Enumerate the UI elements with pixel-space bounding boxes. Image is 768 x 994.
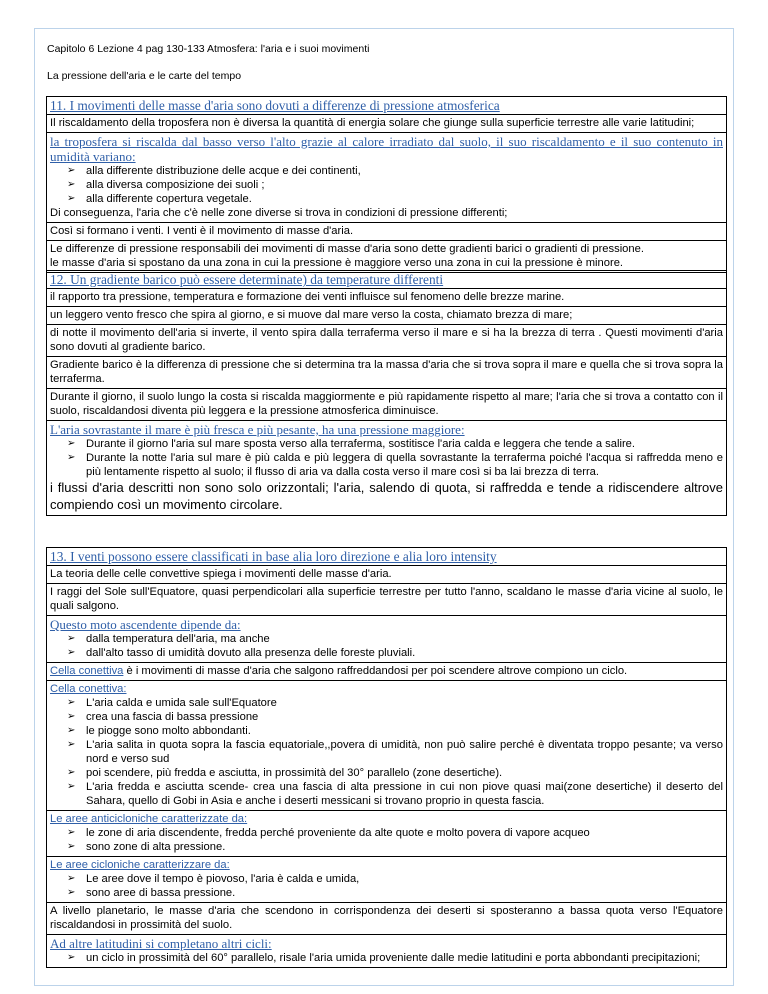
document-page bbox=[34, 28, 734, 986]
section-11-paragraph: Il riscaldamento della troposfera non è diversa la quantità di energia solare che giunge sulla superficie terrestre alle varie latitudini; bbox=[46, 115, 727, 133]
list-item: ➢ crea una fascia di bassa pressione bbox=[67, 711, 259, 723]
section-13 bbox=[46, 547, 727, 968]
section-13-block bbox=[46, 616, 727, 663]
arrow-bullet-icon: ➢ bbox=[67, 887, 76, 898]
section-13-paragraph: I raggi del Sole sull'Equatore, quasi perpendicolari alla superficie terrestre per tutto l'anno, scaldano le masse d'aria vicine al suolo, le quali salgono. bbox=[46, 584, 727, 616]
section-13-heading: Ad altre latitudini si completano altri cicli: bbox=[50, 936, 272, 951]
section-12-paragraph: di notte il movimento dell'aria si inverte, il vento spira dalla terraferma verso il mare e si ha la brezza di terra . Questi movimenti d'aria sono dovuti al gradiente barico. bbox=[46, 325, 727, 357]
arrow-bullet-icon: ➢ bbox=[67, 697, 76, 708]
arrow-bullet-icon: ➢ bbox=[67, 725, 76, 736]
section-13-heading: Le aree anticicloniche caratterizzate da: bbox=[50, 813, 248, 825]
list-item: ➢ L'aria salita in quota sopra la fascia equatoriale,,povera di umidità, non può salire perché è diventata troppo pesante; va verso nord e verso sud bbox=[67, 739, 723, 765]
arrow-bullet-icon: ➢ bbox=[67, 841, 76, 852]
arrow-bullet-icon: ➢ bbox=[67, 767, 76, 778]
section-13-block bbox=[46, 811, 727, 857]
cella-conettiva-term: Cella conettiva bbox=[50, 665, 124, 677]
arrow-bullet-icon: ➢ bbox=[67, 438, 76, 449]
list-item: ➢ Le aree dove il tempo è piovoso, l'aria è calda e umida, bbox=[67, 873, 360, 885]
arrow-bullet-icon: ➢ bbox=[67, 711, 76, 722]
section-11-bullet-list bbox=[50, 164, 723, 206]
section-13-paragraph: Cella conettiva è i movimenti di masse d'aria che salgono raffreddandosi per poi scendere altrove compiono un ciclo. bbox=[46, 663, 727, 681]
section-12-block bbox=[46, 421, 727, 516]
section-13-bullet-list bbox=[50, 696, 723, 808]
section-11-block bbox=[46, 241, 727, 273]
section-11 bbox=[46, 96, 727, 273]
list-item: ➢ dall'alto tasso di umidità dovuto alla presenza delle foreste pluviali. bbox=[67, 647, 416, 659]
list-item: ➢ un ciclo in prossimità del 60° parallelo, risale l'aria umida proveniente dalle medie latitudini e porta abbondanti precipitazioni; bbox=[67, 952, 701, 964]
section-11-block bbox=[46, 133, 727, 223]
section-12-paragraph: Durante il giorno, il suolo lungo la costa si riscalda maggiormente e più rapidamente rispetto al mare; l'aria che si trova a contatto con il suolo, riscaldandosi diventa più leggera e la pressione atmosferica diminuisce. bbox=[46, 389, 727, 421]
arrow-bullet-icon: ➢ bbox=[67, 827, 76, 838]
section-13-heading: Questo moto ascendente dipende da: bbox=[50, 617, 241, 632]
section-11-paragraph: le masse d'aria si spostano da una zona in cui la pressione è maggiore verso una zona in cui la pressione è minore. bbox=[50, 257, 624, 269]
section-13-bullet-list bbox=[50, 826, 723, 854]
section-13-heading: Le aree cicloniche caratterizzare da: bbox=[50, 859, 230, 871]
list-item: ➢ sono zone di alta pressione. bbox=[67, 841, 226, 853]
section-12-heading: L'aria sovrastante il mare è più fresca e più pesante, ha una pressione maggiore: bbox=[50, 422, 465, 437]
section-13-block bbox=[46, 857, 727, 903]
section-13-bullet-list bbox=[50, 951, 723, 965]
section-12 bbox=[46, 270, 727, 516]
arrow-bullet-icon: ➢ bbox=[67, 179, 76, 190]
list-item: ➢ le piogge sono molto abbondanti. bbox=[67, 725, 251, 737]
section-13-bullet-list bbox=[50, 872, 723, 900]
section-11-title: 11. I movimenti delle masse d'aria sono dovuti a differenze di pressione atmosferica bbox=[46, 96, 727, 115]
list-item: ➢ alla differente copertura vegetale. bbox=[67, 193, 252, 205]
list-item: ➢ alla diversa composizione dei suoli ; bbox=[67, 179, 265, 191]
section-11-heading: la troposfera si riscalda dal basso verso l'alto grazie al calore irradiato dal suolo, il suo riscaldamento e il suo contenuto in umidità variano: bbox=[50, 134, 723, 164]
arrow-bullet-icon: ➢ bbox=[67, 165, 76, 176]
section-12-paragraph: un leggero vento fresco che spira al giorno, e si muove dal mare verso la costa, chiamato brezza di mare; bbox=[46, 307, 727, 325]
arrow-bullet-icon: ➢ bbox=[67, 739, 76, 750]
section-13-bullet-list bbox=[50, 632, 723, 660]
section-13-block bbox=[46, 935, 727, 968]
arrow-bullet-icon: ➢ bbox=[67, 193, 76, 204]
list-item: ➢ le zone di aria discendente, fredda perché proveniente da alte quote e molto povera di vapore acqueo bbox=[67, 827, 590, 839]
arrow-bullet-icon: ➢ bbox=[67, 452, 76, 463]
section-12-paragraph: il rapporto tra pressione, temperatura e formazione dei venti influisce sul fenomeno delle brezze marine. bbox=[46, 289, 727, 307]
arrow-bullet-icon: ➢ bbox=[67, 781, 76, 792]
section-12-title: 12. Un gradiente barico può essere determinate) da temperature differenti bbox=[46, 270, 727, 289]
list-item: ➢ alla differente distribuzione delle acque e dei continenti, bbox=[67, 165, 361, 177]
section-12-bullet-list bbox=[50, 437, 723, 479]
list-item: ➢ sono aree di bassa pressione. bbox=[67, 887, 236, 899]
arrow-bullet-icon: ➢ bbox=[67, 952, 76, 963]
chapter-header: Capitolo 6 Lezione 4 pag 130-133 Atmosfera: l'aria e i suoi movimenti bbox=[47, 43, 370, 55]
list-item: ➢ Durante il giorno l'aria sul mare sposta verso alla terraferma, sostitisce l'aria calda e leggera che tende a salire. bbox=[67, 438, 635, 450]
section-13-paragraph: A livello planetario, le masse d'aria che scendono in corrispondenza dei deserti si sposteranno a bassa quota verso l'Equatore riscaldandosi in prossimità del suolo. bbox=[46, 903, 727, 935]
list-item: ➢ Durante la notte l'aria sul mare è più calda e più leggera di quella sovrastante la terraferma poiché l'acqua si raffredda meno e più lentamente rispetto al suolo; il flusso di aria va dalla costa verso il mare così si ba lai brezza di terra. bbox=[67, 452, 723, 478]
section-13-block bbox=[46, 681, 727, 811]
section-11-paragraph: Di conseguenza, l'aria che c'è nelle zone diverse si trova in condizioni di pressione differenti; bbox=[50, 207, 508, 219]
lesson-subheader: La pressione dell'aria e le carte del tempo bbox=[47, 70, 242, 82]
list-item: ➢ poi scendere, più fredda e asciutta, in prossimità del 30° parallelo (zone desertiche). bbox=[67, 767, 503, 779]
section-11-paragraph: Così si formano i venti. I venti è il movimento di masse d'aria. bbox=[46, 223, 727, 241]
section-13-heading: Cella conettiva: bbox=[50, 683, 127, 695]
section-12-conclusion: i flussi d'aria descritti non sono solo orizzontali; l'aria, salendo di quota, si raffredda e tende a ridiscendere altrove compiendo così un movimento circolare. bbox=[50, 480, 723, 512]
arrow-bullet-icon: ➢ bbox=[67, 633, 76, 644]
section-13-title: 13. I venti possono essere classificati in base alia loro direzione e alia loro intensity bbox=[46, 547, 727, 566]
arrow-bullet-icon: ➢ bbox=[67, 873, 76, 884]
list-item: ➢ dalla temperatura dell'aria, ma anche bbox=[67, 633, 270, 645]
list-item: ➢ L'aria fredda e asciutta scende- crea una fascia di alta pressione in cui non piove quasi mai(zone desertiche) il deserto del Sahara, quello di Gobi in Asia e anche i deserti messicani si trovano proprio in questa fascia. bbox=[67, 781, 723, 807]
section-11-paragraph: Le differenze di pressione responsabili dei movimenti di masse d'aria sono dette gradienti barici o gradienti di pressione. bbox=[50, 243, 644, 255]
section-13-paragraph: La teoria delle celle convettive spiega i movimenti delle masse d'aria. bbox=[46, 566, 727, 584]
list-item: ➢ L'aria calda e umida sale sull'Equatore bbox=[67, 697, 277, 709]
section-12-paragraph: Gradiente barico è la differenza di pressione che si determina tra la massa d'aria che si trova sopra il mare e quella che si trova sopra la terraferma. bbox=[46, 357, 727, 389]
arrow-bullet-icon: ➢ bbox=[67, 647, 76, 658]
